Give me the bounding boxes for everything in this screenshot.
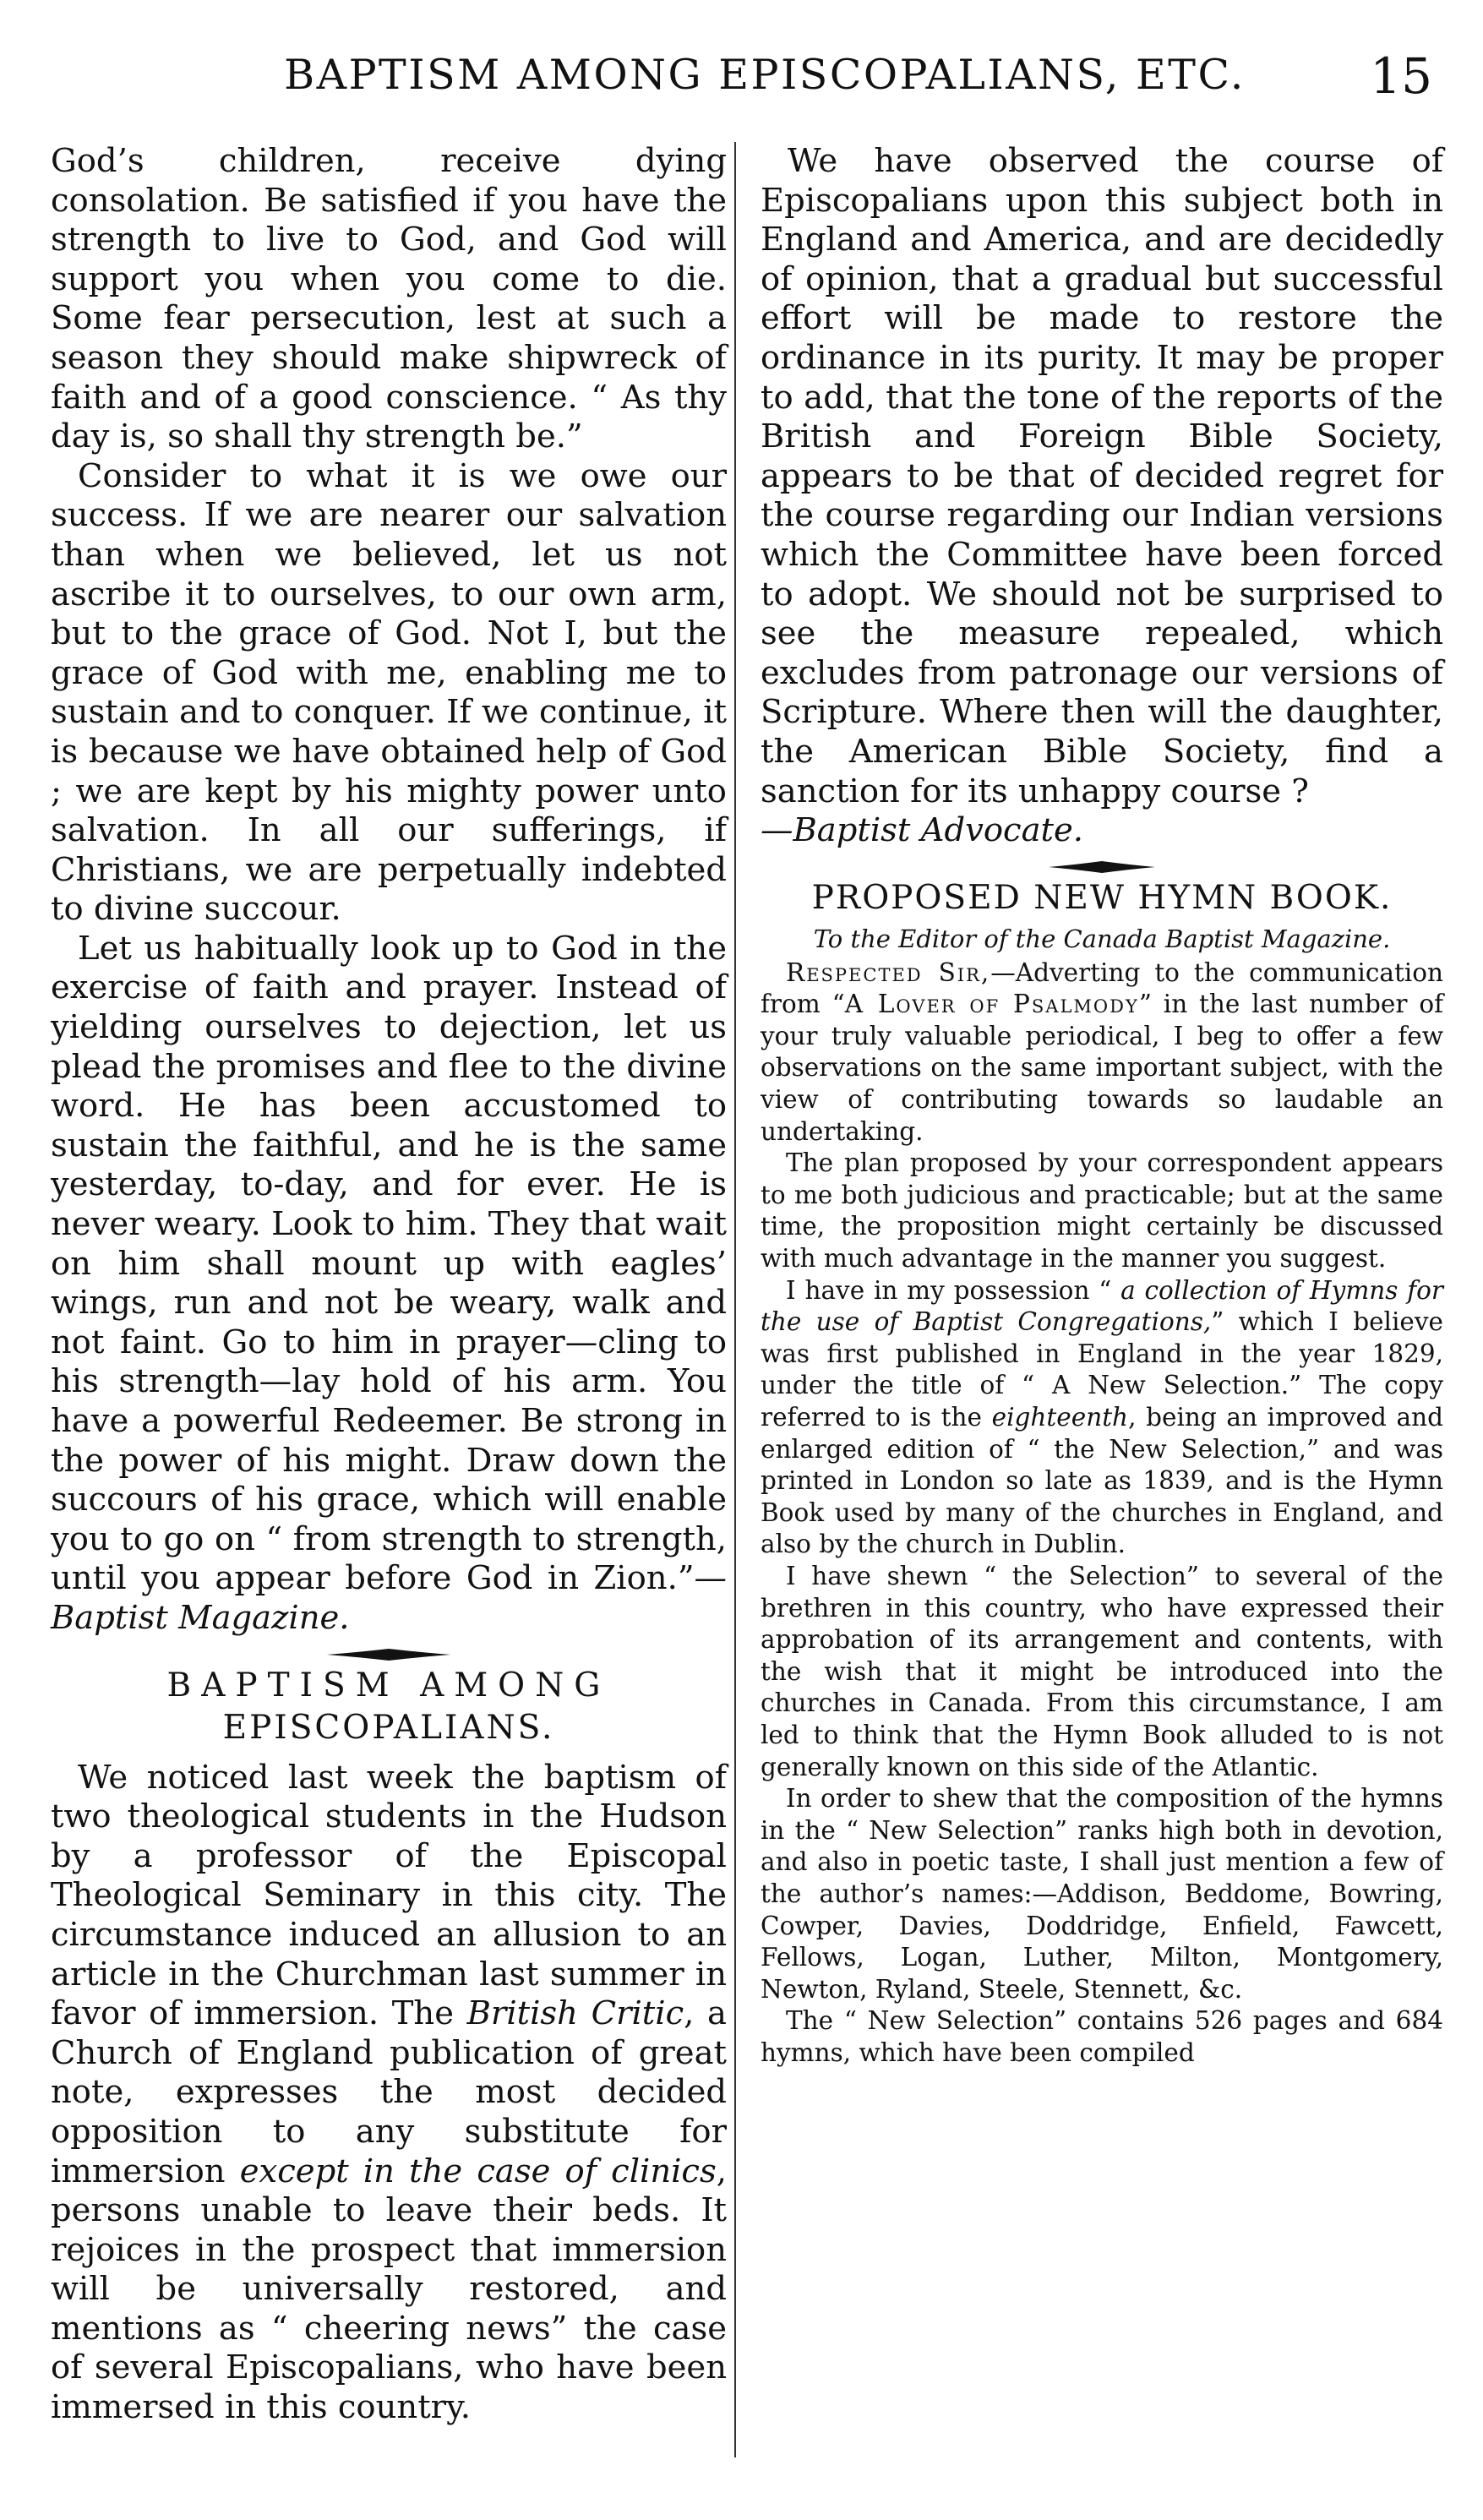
italic-text: British Critic — [466, 1994, 684, 2033]
editor-address: To the Editor of the Canada Baptist Magazine. — [813, 924, 1391, 953]
section-heading: PROPOSED NEW HYMN BOOK. — [811, 878, 1393, 917]
letter-body — [761, 957, 1443, 2070]
paragraph — [761, 142, 1443, 811]
paragraph-text: Let us habitually look up to God in the exercise of faith and prayer. Instead of yielding ourselves to dejection, let us plead the promises and flee to the divine word. He has been accustomed to sustain the faithful, and he is the same yesterday, to-day, and for ever. He is never weary. Look to him. They that wait on him shall mount up with eagles’ wings, run and not be weary, walk and not faint. Go to him in prayer—cling to his strength—lay hold of his arm. You have a powerful Redeemer. Be strong in the power of his might. Draw down the succours of his grace, which will enable you to go on “ from strength to strength, until you appear before God in Zion.” — [51, 929, 727, 1598]
paragraph — [51, 930, 727, 1639]
italic-text: eighteenth — [991, 1403, 1129, 1432]
source-attribution: —Baptist Advocate. — [761, 811, 1084, 850]
paragraph — [761, 957, 1443, 1148]
paragraph — [51, 142, 727, 457]
page-number: 15 — [1370, 47, 1432, 105]
paragraph-text: I have shewn “ the Selection” to several of the brethren in this country, who have expressed their approbation of its arrangement and contents, with the wish that it might be introduced into the churches in Canada. From this circumstance, I am led to think that the Hymn Book alluded to is not generally known on this side of the Atlantic. — [761, 1561, 1443, 1781]
ornament-divider-icon — [325, 1647, 452, 1662]
paragraph-text: , persons unable to leave their beds. It rejoices in the prospect that immersion will be universally restored, and mentions as “ cheering news” the case of several Episcopalians, who have been immersed in this country. — [51, 2152, 727, 2427]
paragraph — [761, 1561, 1443, 1783]
ornament-divider-icon — [1047, 859, 1157, 875]
paragraph-text: ” which I believe was first published in England in the year 1829, under the title of “ A New Selection.” The copy referred to is the — [761, 1307, 1443, 1432]
paragraph-text: , being an improved and enlarged edition of “ the New Selection,” and was printed in London so late as 1839, and is the Hymn Book used by many of the churches in England, and also by the church in Dublin. — [761, 1403, 1443, 1559]
paragraph-text: In order to shew that the composition of the hymns in the “ New Selection” ranks high both in devotion, and also in poetic taste, I shall just mention a few of the author’s names:—Addison, Beddome, Bowring, Cowper, Davies, Doddridge, Enfield, Fawcett, Fellows, Logan, Luther, Milton, Montgomery, Newton, Ryland, Steele, Stennett, &c. — [761, 1784, 1443, 2004]
paragraph — [51, 1759, 727, 2428]
salutation: Respected Sir, — [786, 957, 991, 987]
paragraph-text: God’s children, receive dying consolation. Be satisfied if you have the strength to live to God, and God will support you when you come to die. Some fear persecution, lest at such a season they should make shipwreck of faith and of a good conscience. “ As thy day is, so shall thy strength be.” — [51, 142, 727, 456]
column-divider — [734, 142, 736, 2457]
paragraph-text: The “ New Selection” contains 526 pages and 684 hymns, which have been compiled — [761, 2006, 1443, 2067]
paragraph-text: —Adverting to the communication from “ — [761, 957, 1443, 1019]
paragraph-text: We noticed last week the baptism of two theological students in the Hudson by a professor of the Episcopal Theological Seminary in this city. The circumstance induced an allusion to an article in the Churchman last summer in favor of immersion. The — [51, 1758, 727, 2033]
italic-text: a collection of Hymns for the use of Baptist Congregations, — [761, 1275, 1443, 1337]
section-heading: BAPTISM AMONG — [166, 1666, 611, 1705]
paragraph — [761, 2005, 1443, 2069]
paragraph — [761, 1783, 1443, 2005]
right-column — [761, 142, 1443, 2069]
paragraph — [761, 1275, 1443, 1561]
paragraph-text: The plan proposed by your correspondent appears to me both judicious and practicable; but at the same time, the proposition might certainly be discussed with much advantage in the manner you suggest. — [761, 1148, 1443, 1274]
paragraph-text: ” in the last number of your truly valuable periodical, I beg to offer a few observations on the same important subject, with the view of contributing towards so laudable an undertaking. — [761, 990, 1443, 1146]
page-header — [0, 47, 1483, 110]
small-caps-text: A Lover of Psalmody — [844, 990, 1139, 1019]
paragraph — [761, 1148, 1443, 1274]
running-title: BAPTISM AMONG EPISCOPALIANS, ETC. — [284, 51, 1246, 99]
source-attribution: —Baptist Magazine. — [51, 1559, 727, 1637]
left-column — [51, 142, 727, 2428]
paragraph — [761, 811, 1443, 851]
paragraph-text: Consider to what it is we owe our success. If we are nearer our salvation than when we believed, let us not ascribe it to ourselves, to our own arm, but to the grace of God. Not I, but the grace of God with me, enabling me to sustain and to conquer. If we continue, it is because we have obtained help of God ; we are kept by his mighty power unto salvation. In all our sufferings, if Christians, we are perpetually indebted to divine succour. — [51, 456, 727, 929]
paragraph-text: I have in my possession “ — [786, 1275, 1121, 1305]
paragraph-text: We have observed the course of Episcopalians upon this subject both in England and America, and are decidedly of opinion, that a gradual but successful effort will be made to restore the ordinance in its purity. It may be proper to add, that the tone of the reports of the British and Foreign Bible Society, appears to be that of decided regret for the course regarding our Indian versions which the Committee have been forced to adopt. We should not be surprised to see the measure repealed, which excludes from patronage our versions of Scripture. Where then will the daughter, the American Bible Society, find a sanction for its unhappy course ? — [761, 142, 1443, 810]
paragraph-text: , a Church of England publication of great note, expresses the most decided opposition to any substitute for immersion — [51, 1994, 727, 2190]
paragraph — [51, 457, 727, 930]
section-heading-line2: EPISCOPALIANS. — [222, 1708, 555, 1747]
italic-text: except in the case of clinics — [239, 2152, 717, 2190]
